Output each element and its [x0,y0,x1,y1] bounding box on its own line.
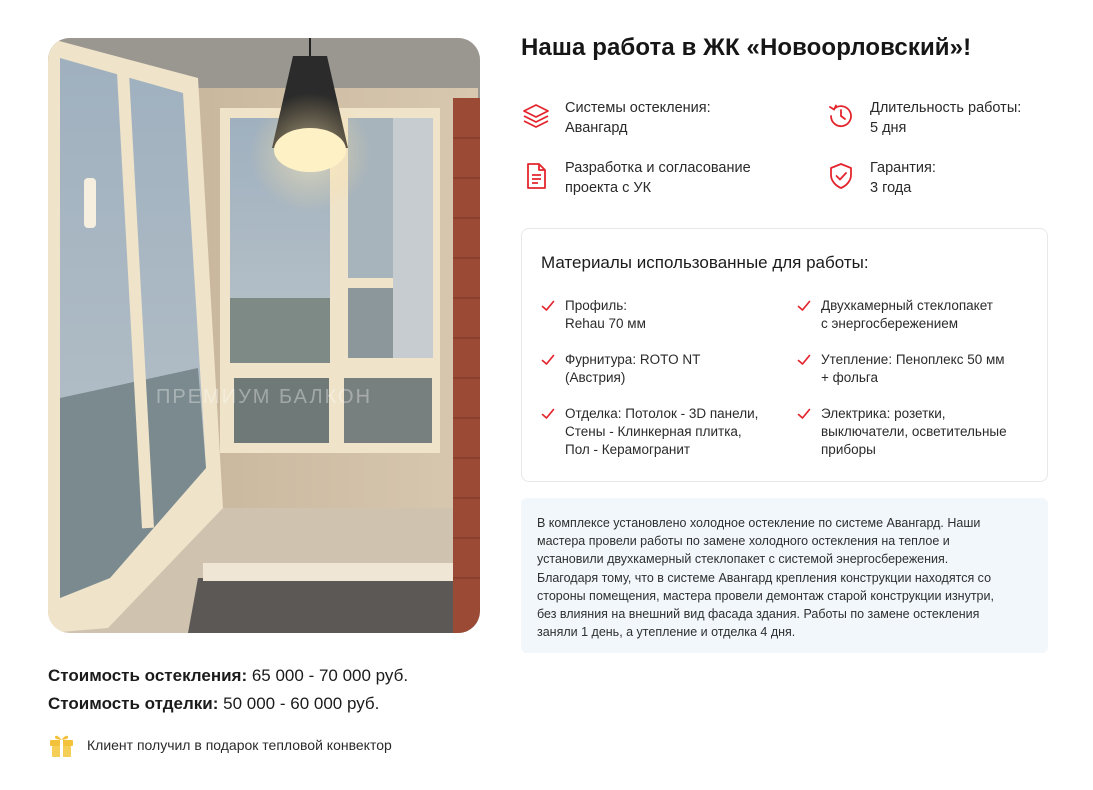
watermark-text: ПРЕМИУМ БАЛКОН [155,386,373,408]
check-icon [541,299,555,313]
check-icon [797,353,811,367]
feature-approval-line1: Разработка и согласование [565,160,751,176]
glazing-price-label: Стоимость остекления: [48,666,248,685]
finishing-price-label: Стоимость отделки: [48,694,219,713]
material-line: Утепление: Пеноплекс 50 мм [821,352,1005,367]
description-line: Благодаря тому, что в системе Авангард крепления конструкции находятся со [537,570,992,585]
material-line: выключатели, осветительные [821,424,1007,439]
feature-duration-label: Длительность работы: [870,100,1022,116]
materials-card [521,228,1048,482]
layers-icon [521,101,551,131]
description-line: без влияния на внешний вид фасада здания. Работы по замене остекления [537,607,980,622]
material-item [797,351,1005,387]
material-item [797,297,993,333]
feature-duration-value: 5 дня [870,120,907,136]
description-line: установили двухкамерный стеклопакет с системой энергосбережения. [537,552,949,567]
material-line: Двухкамерный стеклопакет [821,298,993,313]
feature-warranty-label: Гарантия: [870,160,936,176]
glazing-price [48,666,408,686]
finishing-price-value: 50 000 - 60 000 руб. [218,694,380,713]
balcony-illustration [48,38,480,633]
feature-approval-line2: проекта с УК [565,180,652,196]
document-icon [521,161,551,191]
shield-check-icon [826,161,856,191]
material-item [541,405,758,459]
description-line: стороны помещения, мастера провели демонтаж старой конструкции изнутри, [537,588,994,603]
material-item [797,405,1007,459]
finishing-price [48,694,379,714]
material-item [541,351,700,387]
check-icon [797,299,811,313]
material-line: Rehau 70 мм [565,316,646,331]
material-line: Отделка: Потолок - 3D панели, [565,406,759,421]
project-description [521,498,1048,653]
check-icon [541,353,555,367]
feature-glazing-system [521,98,711,138]
history-clock-icon [826,101,856,131]
material-line: Профиль: [565,298,628,313]
glazing-price-value: 65 000 - 70 000 руб. [247,666,409,685]
feature-warranty-value: 3 года [870,180,912,196]
material-line: (Австрия) [565,370,626,385]
materials-title: Материалы использованные для работы: [541,253,869,272]
material-line: Пол - Керамогранит [565,442,691,457]
material-line: с энергосбережением [821,316,959,331]
material-item [541,297,646,333]
page-title: Наша работа в ЖК «Новоорловский»! [521,34,972,61]
gift-icon [48,731,75,758]
material-line: Электрика: розетки, [821,406,946,421]
feature-project-approval [521,158,751,198]
feature-warranty [826,158,936,198]
material-line: + фольга [821,370,878,385]
gift-text: Клиент получил в подарок тепловой конвектор [87,736,392,753]
description-line: В комплексе установлено холодное остекление по системе Авангард. Наши [537,516,981,530]
feature-glazing-label: Системы остекления: [565,100,711,116]
check-icon [797,407,811,421]
gift-note [48,731,392,758]
check-icon [541,407,555,421]
material-line: Стены - Клинкерная плитка, [565,424,742,439]
feature-duration [826,98,1021,138]
description-line: мастера провели работы по замене холодного остекления на теплое и [537,534,950,549]
material-line: приборы [821,442,876,457]
material-line: Фурнитура: ROTO NT [565,352,701,367]
description-line: заняли 1 день, а утепление и отделка 4 дня. [537,625,796,640]
balcony-photo [48,38,480,633]
feature-glazing-value: Авангард [565,120,628,136]
